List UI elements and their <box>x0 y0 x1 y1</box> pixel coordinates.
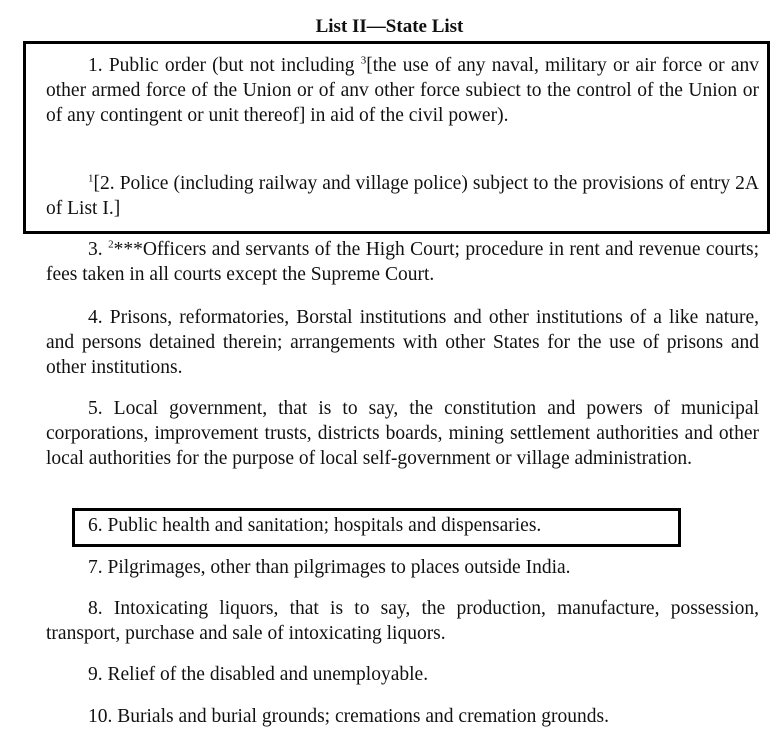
entry-8: 8. Intoxicating liquors, that is to say, the production, manufacture, possession, transport, purchase and sale of intoxicating liquors. <box>46 598 759 644</box>
entry-6: 6. Public health and sanitation; hospitals and dispensaries. <box>88 515 542 536</box>
entry-5: 5. Local government, that is to say, the constitution and powers of municipal corporations, improvement trusts, districts boards, mining settlement authorities and other local authorities for the purpose of local self-government or village administration. <box>46 398 759 469</box>
footnote-marker: 1 <box>88 172 94 185</box>
entry-1-text-cont: [the use of any naval, military or air force or anv other armed force of the Union or of anv other force subiect to the control of the Union or of any contingent or unit thereof] in aid of the civil power). <box>46 55 760 126</box>
entry-7: 7. Pilgrimages, other than pilgrimages to places outside India. <box>88 557 571 578</box>
entry-4: 4. Prisons, reformatories, Borstal institutions and other institutions of a like nature, and persons detained therein; arrangements with other States for the use of prisons and other institutions. <box>46 307 759 378</box>
entry-2-text: [2. Police (including railway and village police) subject to the provisions of entry 2A of List I.] <box>46 173 759 219</box>
entry-9: 9. Relief of the disabled and unemployable. <box>88 664 429 685</box>
footnote-marker: 3 <box>360 54 367 67</box>
entry-2 <box>46 171 759 221</box>
entry-3-number: 3. <box>88 239 109 260</box>
entry-1-text: 1. Public order (but not including <box>88 55 361 76</box>
entry-3 <box>46 237 759 287</box>
entry-1 <box>46 53 759 128</box>
entry-10: 10. Burials and burial grounds; cremations and cremation grounds. <box>88 706 609 727</box>
entry-3-text: ***Officers and servants of the High Court; procedure in rent and revenue courts; fees taken in all courts except the Supreme Court. <box>46 239 760 285</box>
footnote-marker: 2 <box>108 238 114 251</box>
list-heading: List II—State List <box>315 16 464 37</box>
